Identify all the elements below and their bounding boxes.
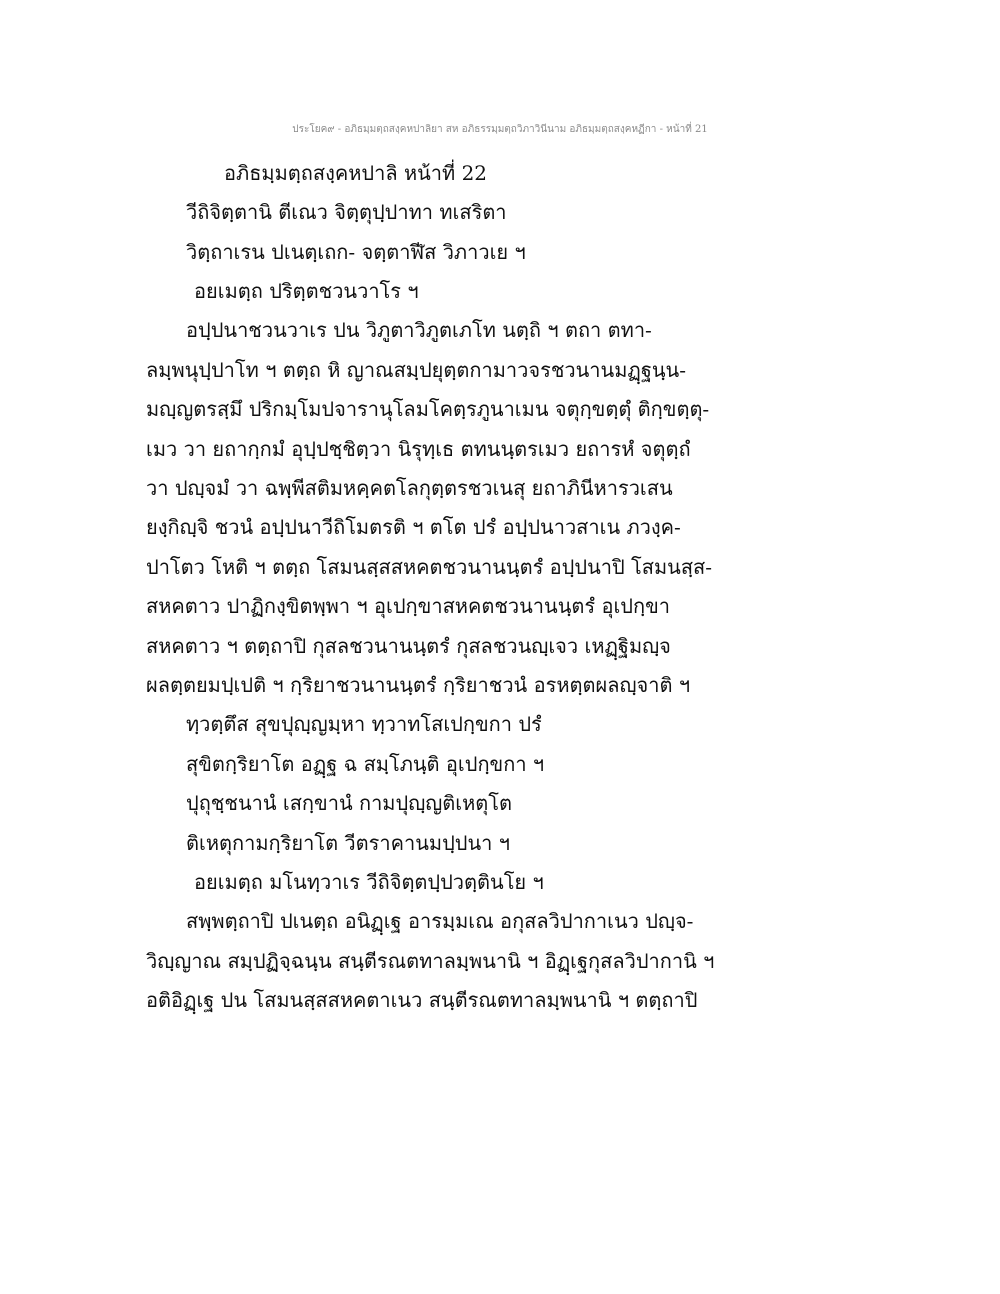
paragraph-first-line: สพฺพตฺถาปิ ปเนตฺถ อนิฏฺเฐ อารมฺมเณ อกุสลวิปากาเนว ปญฺจ- [186, 909, 694, 933]
text-line: วิญฺญาณ สมฺปฏิจฺฉนฺน สนฺตีรณตทาลมฺพนานิ ฯ อิฏฺเฐกุสลวิปากานิ ฯ [146, 949, 715, 973]
text-line: สหคตาว ฯ ตตฺถาปิ กุสลชวนานนฺตรํ กุสลชวนญฺเจว เหฏฺฐิมญฺจ [146, 634, 671, 658]
verse-line: ติเหตุกามกฺริยาโต วีตราคานมปฺปนา ฯ [186, 831, 510, 855]
text-line: อยเมตฺถ มโนทฺวาเร วีถิจิตฺตปฺปวตฺตินโย ฯ [194, 870, 544, 894]
text-line: ปาโตว โหติ ฯ ตตฺถ โสมนสฺสสหคตชวนานนฺตรํ อปฺปนาปิ โสมนสฺส- [146, 555, 712, 579]
text-line: ผลตฺตยมปฺเปติ ฯ กฺริยาชวนานนฺตรํ กฺริยาชวนํ อรหตฺตผลญฺจาติ ฯ [146, 673, 691, 697]
text-line: เมว วา ยถากฺกมํ อุปฺปชฺชิตฺวา นิรุทฺเธ ตทนนฺตรเมว ยถารหํ จตุตฺถํ [146, 437, 691, 461]
text-line: อติอิฏฺเฐ ปน โสมนสฺสสหคตาเนว สนฺตีรณตทาลมฺพนานิ ฯ ตตฺถาปิ [146, 988, 698, 1012]
verse-line: ปุถุชฺชนานํ เสกฺขานํ กามปุญฺญติเหตุโต [186, 791, 512, 815]
text-line: อยเมตฺถ ปริตฺตชวนวาโร ฯ [194, 279, 419, 303]
text-line: ลมฺพนุปฺปาโท ฯ ตตฺถ หิ ญาณสมฺปยุตฺตกามาวจรชวนานมฏฺฐนฺน- [146, 358, 686, 382]
paragraph-first-line: อปฺปนาชวนวาเร ปน วิภูตาวิภูตเภโท นตฺถิ ฯ ตถา ตทา- [186, 318, 652, 342]
text-line: วา ปญฺจมํ วา ฉพฺพีสติมหคฺคตโลกุตฺตรชวเนสุ ยถาภินีหารวเสน [146, 476, 673, 500]
text-line: มญฺญตรสฺมึ ปริกมฺโมปจารานุโลมโคตฺรภูนาเมน จตุกฺขตฺตุํ ติกฺขตฺตุ- [146, 397, 710, 421]
verse-line: ทฺวตฺตึส สุขปุญฺญมฺหา ทฺวาทโสเปกฺขกา ปรํ [186, 712, 542, 736]
running-header: ประโยค๙ - อภิธมฺมตฺถสงฺคหปาลิยา สห อภิธรรมฺมตฺถวิภาวินีนาม อภิธมฺมตฺถสงฺคหฏีกา - หน้าที่ 21 [292, 124, 708, 135]
text-line: ยงฺกิญฺจิ ชวนํ อปฺปนาวีถิโมตรติ ฯ ตโต ปรํ อปฺปนาวสาเน ภวงฺค- [146, 515, 681, 539]
verse-line: วีถิจิตฺตานิ ตีเณว จิตฺตุปฺปาทา ทเสริตา [186, 200, 507, 224]
verse-line: วิตฺถาเรน ปเนตฺเถก- จตฺตาฬีส วิภาวเย ฯ [186, 240, 526, 264]
page-subtitle: อภิธมฺมตฺถสงฺคหปาลิ หน้าที่ 22 [224, 161, 488, 185]
verse-line: สุขิตกฺริยาโต อฏฺฐ ฉ สมฺโภนฺติ อุเปกฺขกา ฯ [186, 752, 545, 776]
text-line: สหคตาว ปาฏิกงฺขิตพฺพา ฯ อุเปกฺขาสหคตชวนานนฺตรํ อุเปกฺขา [146, 594, 671, 618]
